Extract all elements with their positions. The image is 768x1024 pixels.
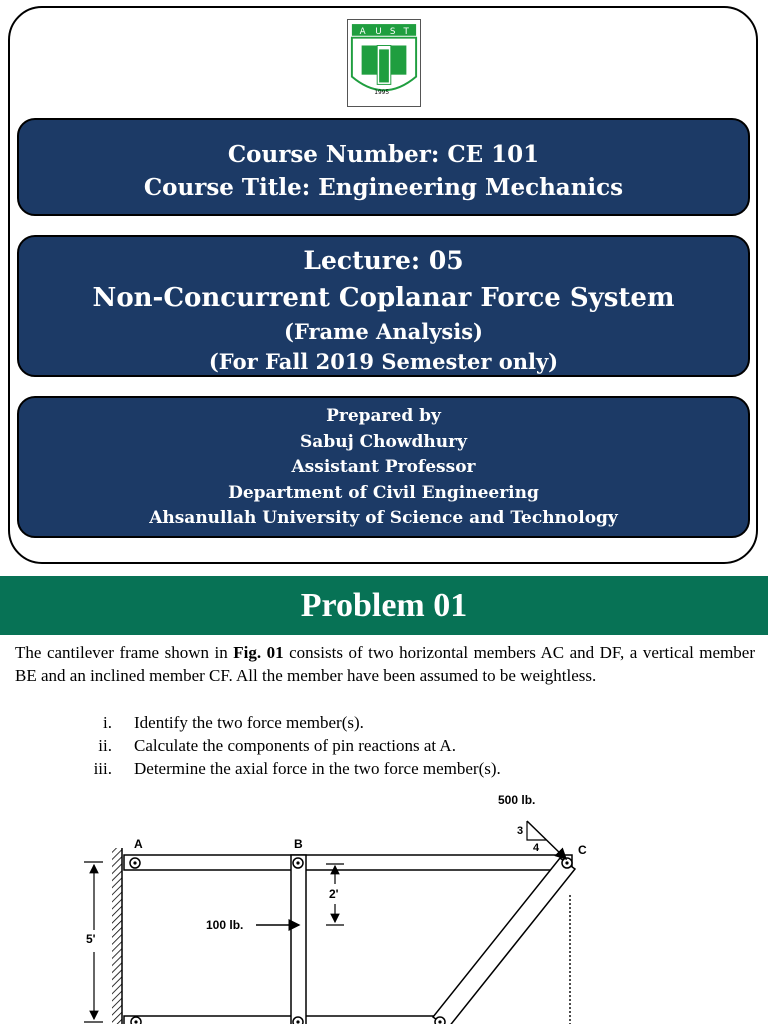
svg-text:1995: 1995 xyxy=(374,90,390,97)
course-title: Course Title: Engineering Mechanics xyxy=(143,174,624,201)
label-a: A xyxy=(134,837,143,851)
label-b: B xyxy=(294,837,303,851)
fixed-wall xyxy=(112,848,122,1024)
load-c-value: 500 lb. xyxy=(498,793,536,807)
aust-emblem-icon xyxy=(348,20,420,106)
svg-text:S: S xyxy=(389,26,396,37)
label-c: C xyxy=(578,843,587,857)
figure-reference: Fig. 01 xyxy=(233,643,284,662)
problem-statement xyxy=(15,641,755,687)
author-department: Department of Civil Engineering xyxy=(228,482,539,503)
author-name: Sabuj Chowdhury xyxy=(300,431,467,452)
task-text: Determine the axial force in the two force member(s). xyxy=(134,759,501,778)
author-position: Assistant Professor xyxy=(291,457,476,477)
member-be xyxy=(291,855,306,1024)
task-number: ii. xyxy=(98,736,112,755)
svg-text:T: T xyxy=(403,26,409,37)
task-text: Calculate the components of pin reactions at A. xyxy=(134,736,456,755)
statement-body: consists of two horizontal members AC and DF, a vertical member BE and an inclined member CF. All the member have been assumed to be weightless. xyxy=(15,643,756,685)
svg-text:U: U xyxy=(375,26,382,37)
problem-title: Problem 01 xyxy=(0,576,768,635)
task-number: i. xyxy=(103,713,112,732)
svg-text:A: A xyxy=(359,26,366,37)
member-df xyxy=(124,1016,440,1024)
pin-b xyxy=(293,858,303,868)
lecture-topic: Non-Concurrent Coplanar Force System xyxy=(92,283,675,313)
load-be-value: 100 lb. xyxy=(206,918,244,932)
task-text: Identify the two force member(s). xyxy=(134,713,364,732)
course-info-box xyxy=(17,118,750,216)
task-number: iii. xyxy=(93,759,112,778)
frame-diagram-svg xyxy=(0,780,768,1024)
pin-f xyxy=(435,1017,445,1024)
course-number: Course Number: CE 101 xyxy=(227,141,540,168)
university-logo xyxy=(347,19,421,107)
pin-d xyxy=(131,1017,141,1024)
slope-vertical: 3 xyxy=(517,825,524,837)
pin-e xyxy=(293,1017,303,1024)
pin-a xyxy=(130,858,140,868)
frame-diagram xyxy=(0,780,768,1024)
member-ac xyxy=(124,855,572,870)
prepared-by: Prepared by xyxy=(326,406,441,426)
lecture-info-box xyxy=(17,235,750,377)
lecture-note: (For Fall 2019 Semester only) xyxy=(208,349,559,374)
dimension-5ft: 5' xyxy=(86,932,96,946)
member-cf xyxy=(433,858,575,1024)
statement-intro: The cantilever frame shown in xyxy=(15,643,234,662)
dimension-2ft: 2' xyxy=(329,887,339,901)
lecture-subtitle: (Frame Analysis) xyxy=(284,319,483,344)
lecture-number: Lecture: 05 xyxy=(303,246,464,275)
author-info-box xyxy=(17,396,750,538)
pin-c xyxy=(562,858,572,868)
author-university: Ahsanullah University of Science and Technology xyxy=(149,508,618,528)
slope-horizontal: 4 xyxy=(533,842,540,854)
